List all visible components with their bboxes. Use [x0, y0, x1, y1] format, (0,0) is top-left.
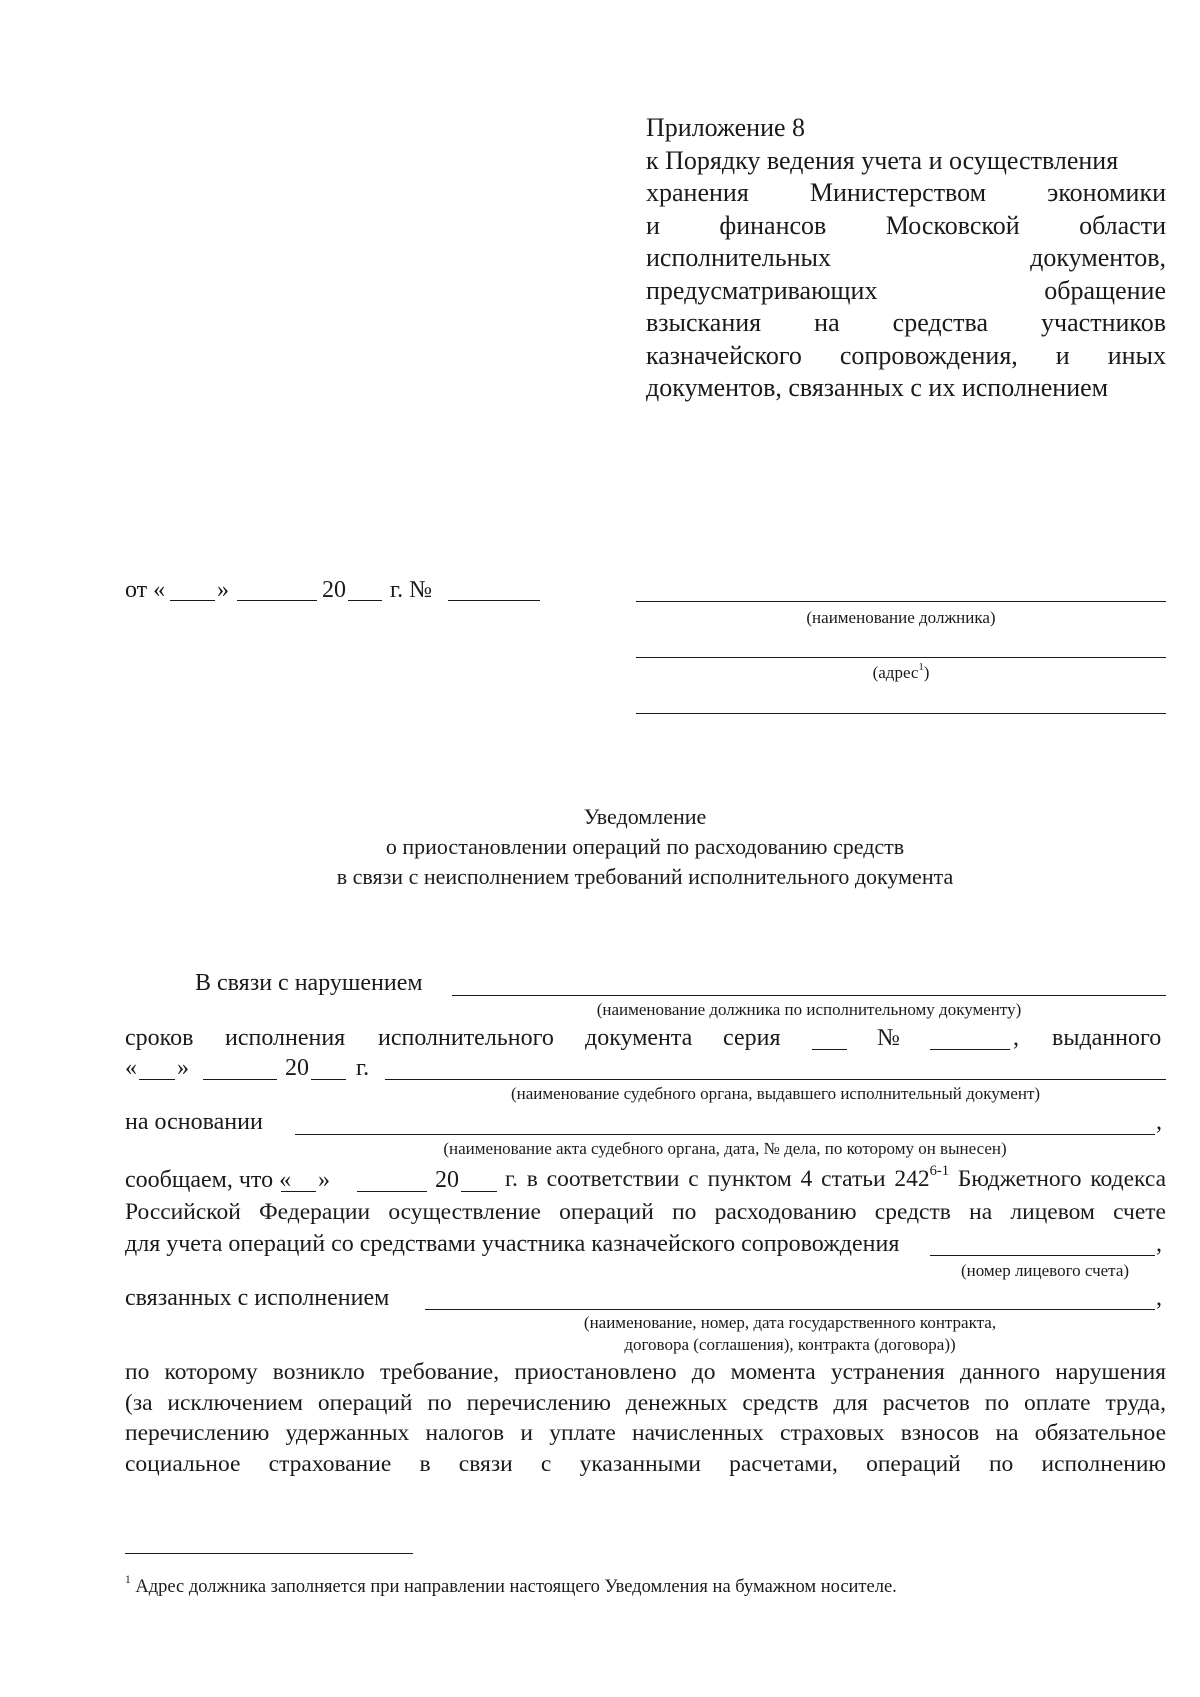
issue-year-blank	[311, 1079, 346, 1080]
fill-line-court	[385, 1079, 1166, 1080]
body-line: Российской Федерации осуществление операций по расходованию средств на лицевом счете	[125, 1199, 1166, 1225]
fill-line-account	[930, 1255, 1155, 1256]
body-word: »	[177, 1055, 189, 1081]
footnote-text: Адрес должника заполняется при направлении настоящего Уведомления на бумажном носителе.	[130, 1577, 897, 1597]
notice-title-line: о приостановлении операций по расходованию средств	[385, 834, 905, 859]
body-word: 20	[435, 1167, 459, 1193]
issue-day-blank	[139, 1079, 175, 1080]
appendix-line: хранения Министерством экономики	[646, 178, 1166, 207]
address-caption-close: )	[923, 663, 930, 682]
body-word: исполнительного	[378, 1025, 554, 1051]
doc-number-blank	[930, 1049, 1010, 1050]
date-close: »	[217, 577, 229, 603]
body-line: социальное страхование в связи с указанными расчетами, операций по исполнению	[125, 1451, 1166, 1477]
body-word: связанных с исполнением	[125, 1285, 390, 1311]
debtor-caption: (наименование должника)	[806, 608, 996, 627]
body-text: г. в соответствии с пунктом 4 статьи 242	[505, 1166, 930, 1192]
footnote-mark: 1	[125, 1574, 131, 1587]
body-line: по которому возникло требование, приостановлено до момента устранения данного нарушения	[125, 1359, 1166, 1385]
footnote-separator	[125, 1553, 413, 1554]
body-text: Бюджетного кодекса	[949, 1166, 1166, 1192]
caption-debtor-doc: (наименование должника по исполнительному документу)	[596, 1000, 1022, 1019]
body-word: »	[318, 1167, 330, 1193]
body-word: выданного	[1052, 1025, 1162, 1051]
address-caption	[636, 663, 1166, 683]
body-word: ,	[1013, 1025, 1019, 1051]
debtor-name-line	[636, 601, 1166, 602]
body-line: (за исключением операций по перечислению денежных средств для расчетов по оплате труда,	[125, 1390, 1166, 1416]
body-word: г.	[356, 1055, 370, 1081]
month-blank	[237, 600, 317, 601]
body-word: ,	[1156, 1285, 1162, 1311]
body-word: ,	[1156, 1231, 1162, 1257]
date-prefix: от «	[125, 577, 166, 603]
address-caption-text: (адрес	[872, 663, 919, 682]
body-line	[505, 1163, 1166, 1192]
appendix-title: Приложение 8	[646, 113, 806, 142]
body-word: «	[125, 1055, 137, 1081]
caption-contract: договора (соглашения), контракта (договора))	[624, 1335, 956, 1354]
caption-court: (наименование судебного органа, выдавшего исполнительный документ)	[510, 1084, 1041, 1103]
year-suffix: г. №	[390, 577, 433, 603]
number-blank	[448, 600, 540, 601]
body-word: документа	[585, 1025, 693, 1051]
notice-day-blank	[281, 1191, 316, 1192]
body-word: сообщаем, что «	[125, 1167, 292, 1193]
footnote	[125, 1574, 897, 1598]
year-prefix: 20	[322, 577, 346, 603]
day-blank	[170, 600, 215, 601]
article-sup: 6-1	[929, 1163, 950, 1179]
notice-title-line: Уведомление	[583, 804, 707, 829]
caption-act: (наименование акта судебного органа, дата, № дела, по которому он вынесен)	[443, 1139, 1007, 1158]
body-line: перечислению удержанных налогов и уплате начисленных страховых взносов на обязательное	[125, 1420, 1166, 1446]
appendix-block	[646, 112, 1166, 405]
body-word: исполнения	[225, 1025, 346, 1051]
appendix-line: предусматривающих обращение	[646, 275, 1166, 305]
body-line: для учета операций со средствами участника казначейского сопровождения	[125, 1231, 900, 1257]
notice-title-line: в связи с неисполнением требований исполнительного документа	[336, 864, 954, 889]
notice-title	[0, 802, 1200, 892]
appendix-line: документов, связанных с их исполнением	[646, 373, 1109, 402]
footnote-ref: 1	[918, 661, 924, 673]
issue-month-blank	[203, 1079, 277, 1080]
body-text: В связи с нарушением	[195, 970, 423, 996]
appendix-line: взыскания на средства участников	[646, 308, 1166, 337]
body-word: 20	[285, 1055, 309, 1081]
body-word: серия	[723, 1025, 781, 1051]
appendix-line: казначейского сопровождения, и иных	[646, 340, 1166, 370]
body-word: на основании	[125, 1109, 263, 1135]
body-word: №	[877, 1025, 900, 1051]
fill-line-contract	[425, 1309, 1155, 1310]
body-word: ,	[1156, 1109, 1162, 1135]
appendix-line: к Порядку ведения учета и осуществления	[646, 145, 1119, 175]
body-word: сроков	[125, 1025, 194, 1051]
fill-line-act	[295, 1134, 1155, 1135]
series-blank	[812, 1049, 847, 1050]
appendix-line: исполнительных документов,	[646, 243, 1166, 272]
address-line	[636, 657, 1166, 658]
caption-account: (номер лицевого счета)	[960, 1261, 1130, 1280]
notice-month-blank	[357, 1191, 427, 1192]
appendix-line: и финансов Московской области	[646, 210, 1166, 240]
year-blank	[348, 600, 382, 601]
notice-year-blank	[461, 1191, 497, 1192]
fill-line-debtor	[452, 995, 1166, 996]
address-line-2	[636, 713, 1166, 714]
caption-contract: (наименование, номер, дата государственного контракта,	[583, 1313, 997, 1332]
